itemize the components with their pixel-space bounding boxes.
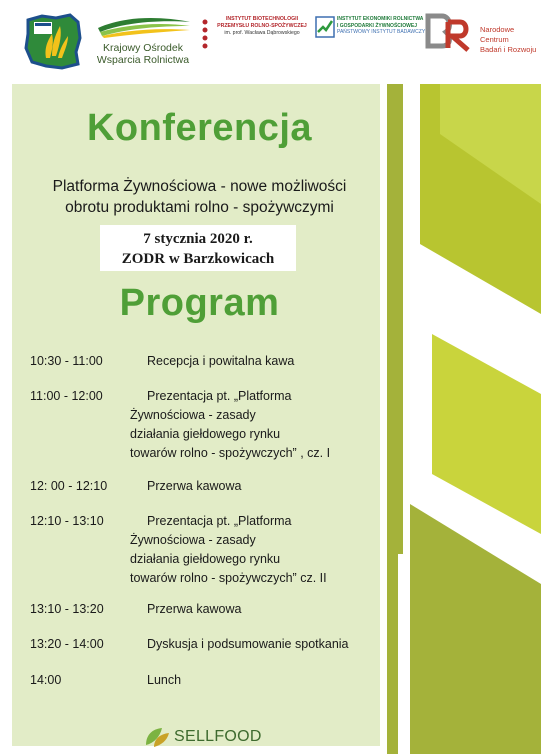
subtitle-line1: Platforma Żywnościowa - nowe możliwości [52,178,347,195]
kowr-swoosh-icon [96,16,192,38]
sellfood-leaf-icon [142,725,172,749]
ncbr-mark-icon [424,12,474,52]
ncbr-logo [424,12,541,58]
agenda-desc [130,600,380,619]
agenda-time: 10:30 - 11:00 [30,354,103,368]
agenda-line: towarów rolno - spożywczych” , cz. I [130,446,331,460]
agenda-line: Żywnościowa - zasady [130,408,256,422]
logo-bar [0,0,541,80]
ncbr-line2: Badań i Rozwoju [480,45,537,54]
kowr-name [94,42,192,66]
ierigz-line3: PAŃSTWOWY INSTYTUT BADAWCZY [337,29,426,35]
agenda-line: Dyskusja i podsumowanie spotkania [147,637,349,651]
agenda-line: Przerwa kawowa [147,479,242,493]
agenda-time: 12: 00 - 12:10 [30,479,108,493]
agenda-line: Lunch [147,673,182,687]
agenda-desc [130,352,380,371]
ierigz-name [337,16,427,36]
ierigz-logo [315,14,425,50]
agenda-line: działania giełdowego rynku [130,427,281,441]
date-venue-box [100,225,296,271]
ierigz-mark-icon [315,16,335,38]
agenda-line: Recepcja i powitalna kawa [147,354,295,368]
agenda-line: Prezentacja pt. „Platforma [147,389,292,403]
ibprs-line1: INSTYTUT BIOTECHNOLOGII [225,16,299,22]
ierigz-line1: INSTYTUT EKONOMIKI ROLNICTWA [337,16,424,22]
ierigz-line2: I GOSPODARKI ŻYWNOŚCIOWEJ [337,22,418,29]
kowr-logo [94,16,192,70]
ibprs-name [212,16,312,37]
ibprs-logo [200,14,312,58]
agenda-time: 14:00 [30,673,62,687]
ibprs-line3: im. prof. Wacława Dąbrowskiego [224,30,300,36]
event-date: 7 stycznia 2020 r. [143,231,253,247]
zodr-logo-icon [22,12,84,70]
agenda-line: Żywnościowa - zasady [130,533,256,547]
program-title: Program [119,282,280,324]
agenda-time: 13:10 - 13:20 [30,602,104,616]
kowr-name-line1: Krajowy Ośrodek [103,42,183,54]
ibprs-line2: PRZEMYSŁU ROLNO-SPOŻYWCZEJ [217,23,307,29]
sellfood-name: SELLFOOD [174,728,262,745]
agenda-desc [130,512,380,588]
agenda-line: towarów rolno - spożywczych” cz. II [130,571,327,585]
subtitle-line2: obrotu produktami rolno - spożywczymi [65,199,334,216]
agenda-desc [130,477,380,496]
agenda-time: 13:20 - 14:00 [30,637,104,651]
ibprs-mark-icon [200,18,210,52]
decorative-stripes [380,84,541,754]
agenda-desc [130,671,380,690]
event-venue: ZODR w Barzkowicach [121,251,275,267]
agenda-desc [130,387,380,463]
agenda-desc [130,635,380,654]
sellfood-logo [140,724,270,750]
ncbr-line1: Narodowe Centrum [480,25,515,44]
conference-title: Konferencja [86,107,313,149]
conference-subtitle [12,176,387,218]
agenda-line: Przerwa kawowa [147,602,242,616]
agenda-line: działania giełdowego rynku [130,552,281,566]
kowr-name-line2: Wsparcia Rolnictwa [96,54,190,66]
agenda-time: 11:00 - 12:00 [30,389,103,403]
ncbr-name [480,25,541,55]
agenda-line: Prezentacja pt. „Platforma [147,514,292,528]
agenda-time: 12:10 - 13:10 [30,514,104,528]
